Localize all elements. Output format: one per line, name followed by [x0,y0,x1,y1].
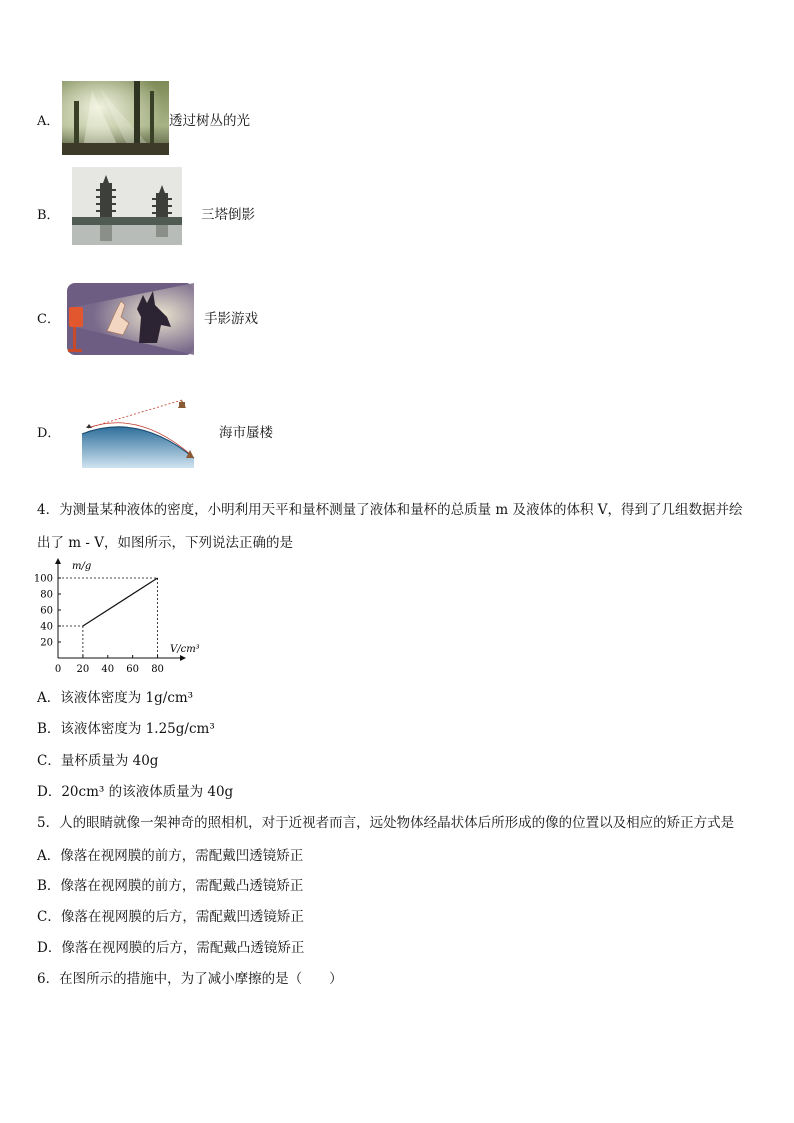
question-4-stem-line-1: 4．为测量某种液体的密度，小明利用天平和量杯测量了液体和量杯的总质量 m 及液体的体积 V，得到了几组数据并绘 [37,502,743,518]
chart-axes [55,558,186,661]
option-letter: B． [37,208,60,223]
y-tick-label: 60 [40,605,53,617]
question-4-option-b: B．该液体密度为 1.25g/cm³ [37,721,215,737]
sunlight-through-trees-photo [62,81,169,155]
y-axis-arrow [55,558,61,564]
question-4-option-d: D．20cm³ 的该液体质量为 40g [37,784,234,800]
question-5-option-b: B．像落在视网膜的前方，需配戴凸透镜矫正 [37,878,304,894]
option-letter: C． [37,312,60,327]
x-tick-label: 20 [76,664,90,675]
chart-series [83,578,158,626]
option-caption: 手影游戏 [204,311,258,327]
y-tick-label: 80 [40,589,53,601]
x-tick-label: 80 [151,664,164,675]
y-tick-label: 20 [40,637,53,649]
x-axis-label: V/cm³ [170,644,200,655]
x-tick-label: 0 [54,664,62,675]
x-tick-label: 60 [126,664,140,675]
question-4-option-c: C．量杯质量为 40g [37,753,159,769]
y-tick-label: 40 [40,621,53,633]
option-letter: D． [37,426,61,441]
question-4-stem-line-2: 出了 m - V，如图所示，下列说法正确的是 [37,535,293,551]
m-v-chart [30,558,210,678]
x-tick-label: 40 [101,664,115,675]
hand-shadow-game-picture [67,283,194,355]
option-caption: 三塔倒影 [201,207,255,223]
question-5-option-a: A．像落在视网膜的前方，需配戴凹透镜矫正 [37,848,304,864]
chart-ticks [34,574,164,676]
question-6-stem: 6．在图所示的措施中，为了减小摩擦的是（ ） [37,971,343,987]
option-caption: 透过树丛的光 [169,113,250,129]
series-line [83,578,158,626]
mirage-diagram [78,388,198,468]
chart-guides [58,578,158,658]
question-5-option-c: C．像落在视网膜的后方，需配戴凹透镜矫正 [37,909,304,925]
question-5-stem: 5．人的眼睛就像一架神奇的照相机，对于近视者而言，远处物体经晶状体后所形成的像的位置以及相应的矫正方式是 [37,815,735,831]
three-pagodas-reflection-photo [72,167,182,245]
option-caption: 海市蜃楼 [219,425,273,441]
y-tick-label: 100 [33,573,53,585]
question-4-option-a: A．该液体密度为 1g/cm³ [37,690,194,706]
option-letter: A． [37,114,60,129]
question-5-option-d: D．像落在视网膜的后方，需配戴凸透镜矫正 [37,940,305,956]
y-axis-label: m/g [72,561,92,572]
x-axis-arrow [180,655,186,661]
